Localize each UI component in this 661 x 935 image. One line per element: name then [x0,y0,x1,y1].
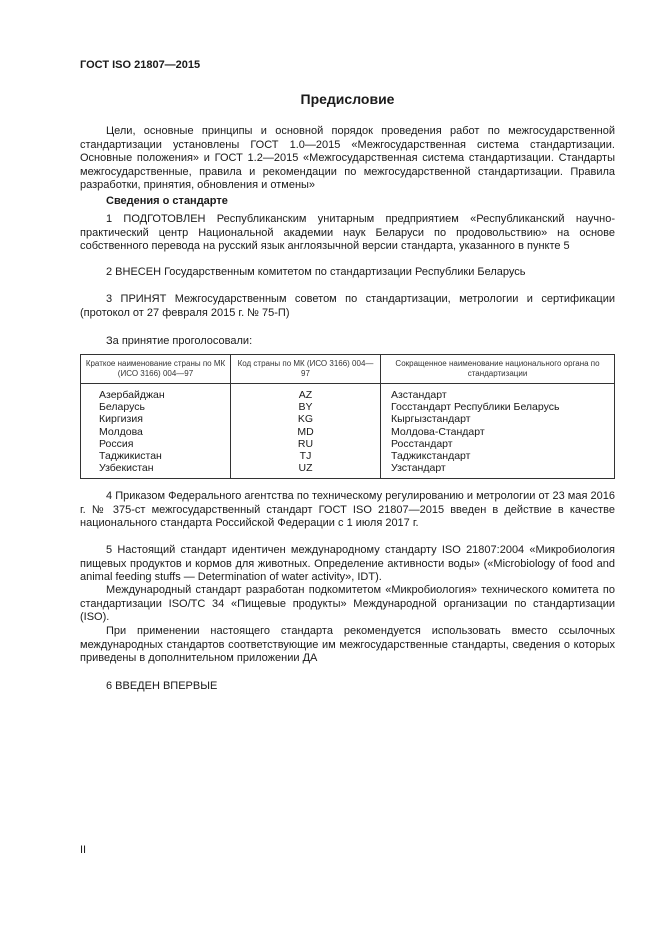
standards-body: Узстандарт [381,462,615,479]
item-1: 1 ПОДГОТОВЛЕН Республиканским унитарным предприятием «Республиканский научно-практический центр Национальной академии наук Беларуси по продовольствию» на основе собственного перевода на русский язык англоязычной версии стандарта, указанного в пункте 5 [80,213,615,253]
standards-body: Азстандарт [381,384,615,402]
table-row [81,462,615,479]
country-code: BY [231,401,381,413]
table-row [81,426,615,438]
standards-body: Госстандарт Республики Беларусь [381,401,615,413]
country-code: UZ [231,462,381,479]
intro-paragraph: Цели, основные принципы и основной порядок проведения работ по межгосударственной стандартизации установлены ГОСТ 1.0—2015 «Межгосударственная система стандартизации. Основные положения» и ГОСТ 1.2—2015 «Межгосударственная система стандартизации. Стандарты межгосударственные, правила и рекомендации по межгосударственной стандартизации. Правила разработки, принятия, обновления и отмены» [80,125,615,192]
item-5-paragraph-2: Международный стандарт разработан подкомитетом «Микробиология» технического комитета по стандартизации ISO/TC 34 «Пищевые продукты» Международной организации по стандартизации (ISO). [80,584,615,624]
standards-body: Молдова-Стандарт [381,426,615,438]
standards-body: Росстандарт [381,438,615,450]
table-row [81,438,615,450]
country-code: MD [231,426,381,438]
page-title: Предисловие [300,91,395,107]
table-header-country: Краткое наименование страны по МК (ИСО 3166) 004—97 [81,355,231,384]
table-row [81,384,615,402]
country-code: TJ [231,450,381,462]
item-5-paragraph-3: При применении настоящего стандарта рекомендуется использовать вместо ссылочных международных стандартов соответствующие им межгосударственные стандарты, сведения о которых приведены в дополнительном приложении ДА [80,625,615,665]
country-name: Азербайджан [81,384,231,402]
table-header-row [81,355,615,384]
voting-table [80,354,615,479]
item-6: 6 ВВЕДЕН ВПЕРВЫЕ [106,680,218,692]
country-code: RU [231,438,381,450]
country-name: Беларусь [81,401,231,413]
item-2: 2 ВНЕСЕН Государственным комитетом по стандартизации Республики Беларусь [106,266,526,278]
country-code: KG [231,413,381,425]
table-row [81,450,615,462]
country-name: Таджикистан [81,450,231,462]
standards-body: Таджикстандарт [381,450,615,462]
table-row [81,413,615,425]
table-header-body: Сокращенное наименование национального органа по стандартизации [381,355,615,384]
vote-caption: За принятие проголосовали: [106,335,253,347]
document-header: ГОСТ ISO 21807—2015 [80,59,201,71]
country-name: Россия [81,438,231,450]
section-heading: Сведения о стандарте [106,195,228,207]
country-name: Узбекистан [81,462,231,479]
standards-body: Кыргызстандарт [381,413,615,425]
country-name: Киргизия [81,413,231,425]
country-code: AZ [231,384,381,402]
table-header-code: Код страны по МК (ИСО 3166) 004—97 [231,355,381,384]
page-number: II [80,844,87,856]
item-5: 5 Настоящий стандарт идентичен международному стандарту ISO 21807:2004 «Микробиология пищевых продуктов и кормов для животных. Определение активности воды» («Microbiology of food and animal feeding stuffs — Determination of water activity», IDT). [80,544,615,584]
table-row [81,401,615,413]
item-4: 4 Приказом Федерального агентства по техническому регулированию и метрологии от 23 мая 2016 г. № 375-ст межгосударственный стандарт ГОСТ ISO 21807—2015 введен в действие в качестве национального стандарта Российской Федерации с 1 июля 2017 г. [80,490,615,530]
item-3: 3 ПРИНЯТ Межгосударственным советом по стандартизации, метрологии и сертификации (протокол от 27 февраля 2015 г. № 75-П) [80,293,615,319]
country-name: Молдова [81,426,231,438]
